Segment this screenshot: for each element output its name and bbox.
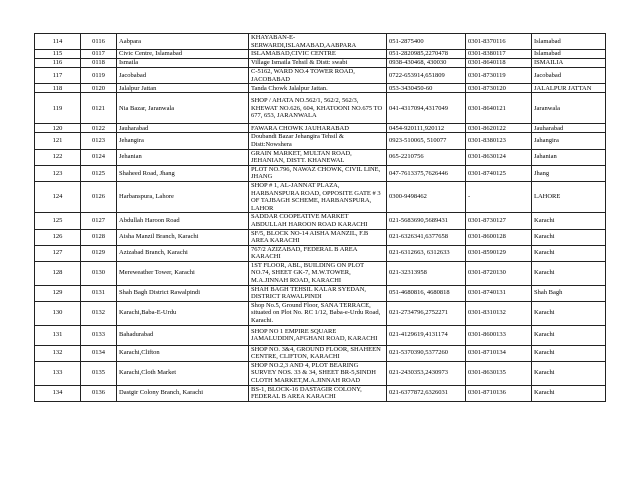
table-row	[35, 229, 606, 245]
table-row	[35, 124, 606, 133]
phone-numbers: 021-6312663, 6312633	[387, 245, 466, 261]
branch-name: Nia Bazar, Jaranwala	[117, 93, 249, 124]
city: Karachi	[532, 261, 606, 285]
table-row	[35, 181, 606, 212]
mobile-number: 0301-8640121	[466, 93, 532, 124]
sr-number: 114	[35, 34, 81, 50]
branch-name: Ismaila	[117, 59, 249, 68]
city: Jhang	[532, 165, 606, 181]
branch-code: 0123	[81, 133, 117, 149]
branch-code: 0126	[81, 181, 117, 212]
branch-code: 0130	[81, 261, 117, 285]
mobile-number: -	[466, 181, 532, 212]
mobile-number: 0301-8710136	[466, 385, 532, 401]
table-row	[35, 361, 606, 385]
mobile-number: 0301-8730119	[466, 68, 532, 84]
table-row	[35, 133, 606, 149]
branch-code: 0124	[81, 149, 117, 165]
branch-name: Dastgir Colony Branch, Karachi	[117, 385, 249, 401]
mobile-number: 0301-8630135	[466, 361, 532, 385]
table-row	[35, 245, 606, 261]
branch-address: Village Ismaila Tehsil & Distt: swabi	[249, 59, 387, 68]
branch-name: Jauharabad	[117, 124, 249, 133]
table-row	[35, 285, 606, 301]
phone-numbers: 0454-920111,920112	[387, 124, 466, 133]
branch-code: 0133	[81, 325, 117, 345]
city: Karachi	[532, 325, 606, 345]
city: JALALPUR JATTAN	[532, 84, 606, 93]
mobile-number: 0301-8620122	[466, 124, 532, 133]
phone-numbers: 051-2875400	[387, 34, 466, 50]
mobile-number: 0301-8380123	[466, 133, 532, 149]
branch-address: Doubandi Bazar Jehangira Tehsil & Distt:Nowshera	[249, 133, 387, 149]
branch-address: SHOP / AHATA NO.562/1, 562/2, 562/3, KHEWAT NO.626, 604, KHATOONI NO.675 TO 677, 653, JARANWALA	[249, 93, 387, 124]
city: LAHORE	[532, 181, 606, 212]
branch-name: Aisha Manzil Branch, Karachi	[117, 229, 249, 245]
sr-number: 122	[35, 149, 81, 165]
branch-address: Tanda Chowk Jalalpur Jattan.	[249, 84, 387, 93]
city: Karachi	[532, 301, 606, 325]
phone-numbers: 0923-510065, 510077	[387, 133, 466, 149]
mobile-number: 0301-8370116	[466, 34, 532, 50]
phone-numbers: 0300-9498462	[387, 181, 466, 212]
table-row	[35, 149, 606, 165]
branch-code: 0117	[81, 50, 117, 59]
mobile-number: 0301-8310132	[466, 301, 532, 325]
phone-numbers: 021-6377872,6326031	[387, 385, 466, 401]
sr-number: 128	[35, 261, 81, 285]
sr-number: 134	[35, 385, 81, 401]
phone-numbers: 021-32313958	[387, 261, 466, 285]
branch-address: ISLAMABAD,CIVIC CENTRE	[249, 50, 387, 59]
phone-numbers: 051-2820985,2270478	[387, 50, 466, 59]
sr-number: 132	[35, 345, 81, 361]
phone-numbers: 041-4317094,4317049	[387, 93, 466, 124]
branch-address: SHOP NO.2,3 AND 4, PLOT BEARING SURVEY NOS. 33 & 34, SHEET BR-5,SINDH CLOTH MARKET,M.A.JINNAH ROAD	[249, 361, 387, 385]
branch-name: Shah Bagh District Rawalpindi	[117, 285, 249, 301]
branch-table-body	[35, 34, 606, 402]
table-row	[35, 68, 606, 84]
branch-address: 767/2 AZIZABAD, FEDERAL B AREA KARACHI	[249, 245, 387, 261]
city: Karachi	[532, 245, 606, 261]
table-row	[35, 165, 606, 181]
branch-name: Harbanspura, Lahore	[117, 181, 249, 212]
city: Jacobabad	[532, 68, 606, 84]
mobile-number: 0301-8380117	[466, 50, 532, 59]
mobile-number: 0301-8600128	[466, 229, 532, 245]
sr-number: 119	[35, 93, 81, 124]
phone-numbers: 021-4129619,4131174	[387, 325, 466, 345]
branch-address: SHOP # 1, AL-JANNAT PLAZA, HARBANSPURA ROAD, OPPOSITE GATE # 3 OF TAJBAGH SCHEME, HARBANSPURA, LAHOR	[249, 181, 387, 212]
phone-numbers: 0938-430468, 430030	[387, 59, 466, 68]
mobile-number: 0301-8600133	[466, 325, 532, 345]
phone-numbers: 051-4680816, 4680818	[387, 285, 466, 301]
branch-address: Shop No.5, Ground Floor, SANA TERRACE, situated on Plot No. RC 1/12, Baba-e-Urdu Road, Karachi.	[249, 301, 387, 325]
branch-code: 0127	[81, 213, 117, 229]
branch-code: 0125	[81, 165, 117, 181]
phone-numbers: 021-6326341,6377658	[387, 229, 466, 245]
branch-address: PLOT NO.796, NAWAZ CHOWK, CIVIL LINE, JHANG	[249, 165, 387, 181]
mobile-number: 0301-8720130	[466, 261, 532, 285]
branch-address: SHOP NO. 3&4, GROUND FLOOR, SHAHEEN CENTRE, CLIFTON, KARACHI	[249, 345, 387, 361]
phone-numbers: 021-2734796,2752271	[387, 301, 466, 325]
branch-code: 0136	[81, 385, 117, 401]
branch-name: Azizabad Branch, Karachi	[117, 245, 249, 261]
mobile-number: 0301-8710134	[466, 345, 532, 361]
city: Karachi	[532, 229, 606, 245]
sr-number: 130	[35, 301, 81, 325]
branch-name: Jehanian	[117, 149, 249, 165]
phone-numbers: 065-2210756	[387, 149, 466, 165]
sr-number: 121	[35, 133, 81, 149]
branch-name: Jacobabad	[117, 68, 249, 84]
sr-number: 118	[35, 84, 81, 93]
mobile-number: 0301-8730127	[466, 213, 532, 229]
branch-address: SHOP NO 1 EMPIRE SQUARE JAMALUDDIN,AFGHANI ROAD, KARACHI	[249, 325, 387, 345]
city: Jaranwala	[532, 93, 606, 124]
city: Jahanian	[532, 149, 606, 165]
city: Islamabad	[532, 34, 606, 50]
table-row	[35, 213, 606, 229]
branch-name: Jalalpur Jattan	[117, 84, 249, 93]
branch-address: SHAH BAGH TEHSIL KALAR SYEDAN, DISTRICT RAWALPINDI	[249, 285, 387, 301]
branch-name: Karachi,Clifton	[117, 345, 249, 361]
mobile-number: 0301-8740125	[466, 165, 532, 181]
branch-code: 0118	[81, 59, 117, 68]
sr-number: 120	[35, 124, 81, 133]
branch-code: 0132	[81, 301, 117, 325]
city: Karachi	[532, 213, 606, 229]
branch-name: Aabpara	[117, 34, 249, 50]
branch-name: Karachi,Cloth Market	[117, 361, 249, 385]
city: Islamabad	[532, 50, 606, 59]
table-row	[35, 325, 606, 345]
branch-table	[34, 33, 606, 402]
phone-numbers: 021-5370390,5377260	[387, 345, 466, 361]
city: ISMAILIA	[532, 59, 606, 68]
phone-numbers: 0722-653914,651809	[387, 68, 466, 84]
mobile-number: 0301-8740131	[466, 285, 532, 301]
table-row	[35, 50, 606, 59]
branch-address: 1ST FLOOR, ABL, BUILDING ON PLOT NO.74, SHEET GK-7, M.W.TOWER, M.A.JINNAH ROAD, KARACHI	[249, 261, 387, 285]
table-row	[35, 385, 606, 401]
branch-code: 0129	[81, 245, 117, 261]
sr-number: 117	[35, 68, 81, 84]
city: Jahangira	[532, 133, 606, 149]
table-row	[35, 93, 606, 124]
phone-numbers: 053-3430450-60	[387, 84, 466, 93]
table-row	[35, 59, 606, 68]
branch-address: BS-1, BLOCK-16 DASTAGIR COLONY, FEDERAL B AREA KARACHI	[249, 385, 387, 401]
branch-name: Shaheed Road, Jhang	[117, 165, 249, 181]
sr-number: 115	[35, 50, 81, 59]
table-row	[35, 301, 606, 325]
branch-name: Jehangira	[117, 133, 249, 149]
mobile-number: 0301-8590129	[466, 245, 532, 261]
mobile-number: 0301-8640118	[466, 59, 532, 68]
city: Jauharabad	[532, 124, 606, 133]
table-row	[35, 84, 606, 93]
branch-code: 0122	[81, 124, 117, 133]
table-row	[35, 345, 606, 361]
city: Karachi	[532, 385, 606, 401]
mobile-number: 0301-8630124	[466, 149, 532, 165]
mobile-number: 0301-8730120	[466, 84, 532, 93]
branch-name: Bahadurabad	[117, 325, 249, 345]
phone-numbers: 021-5683690,5689431	[387, 213, 466, 229]
phone-numbers: 047-7613375,7626446	[387, 165, 466, 181]
branch-address: SF/5, BLOCK NO-14 AISHA MANZIL, F.B AREA KARACHI	[249, 229, 387, 245]
branch-name: Civic Centre, Islamabad	[117, 50, 249, 59]
sr-number: 123	[35, 165, 81, 181]
sr-number: 125	[35, 213, 81, 229]
branch-address: GRAIN MARKET, MULTAN ROAD, JEHANIAN, DISTT. KHANEWAL	[249, 149, 387, 165]
branch-name: Mereweather Tower, Karachi	[117, 261, 249, 285]
sr-number: 129	[35, 285, 81, 301]
branch-code: 0135	[81, 361, 117, 385]
sr-number: 133	[35, 361, 81, 385]
sr-number: 127	[35, 245, 81, 261]
branch-address: KHAYABAN-E-SERWARDI,ISLAMABAD,AABPARA	[249, 34, 387, 50]
table-row	[35, 261, 606, 285]
sr-number: 126	[35, 229, 81, 245]
branch-code: 0116	[81, 34, 117, 50]
branch-address: SADDAR COOPEATIVE MARKET ABDULLAH HAROON ROAD KARACHI	[249, 213, 387, 229]
branch-code: 0121	[81, 93, 117, 124]
branch-address: FAWARA CHOWK JAUHARABAD	[249, 124, 387, 133]
city: Karachi	[532, 345, 606, 361]
city: Karachi	[532, 361, 606, 385]
table-row	[35, 34, 606, 50]
sr-number: 124	[35, 181, 81, 212]
city: Shah Bagh	[532, 285, 606, 301]
branch-name: Karachi,Baba-E-Urdu	[117, 301, 249, 325]
branch-address: C-5162, WARD NO.4 TOWER ROAD, JACOBABAD	[249, 68, 387, 84]
branch-code: 0128	[81, 229, 117, 245]
sr-number: 116	[35, 59, 81, 68]
branch-name: Abdullah Haroon Road	[117, 213, 249, 229]
sr-number: 131	[35, 325, 81, 345]
branch-code: 0119	[81, 68, 117, 84]
branch-code: 0131	[81, 285, 117, 301]
branch-code: 0120	[81, 84, 117, 93]
branch-code: 0134	[81, 345, 117, 361]
phone-numbers: 021-2430353,2430973	[387, 361, 466, 385]
